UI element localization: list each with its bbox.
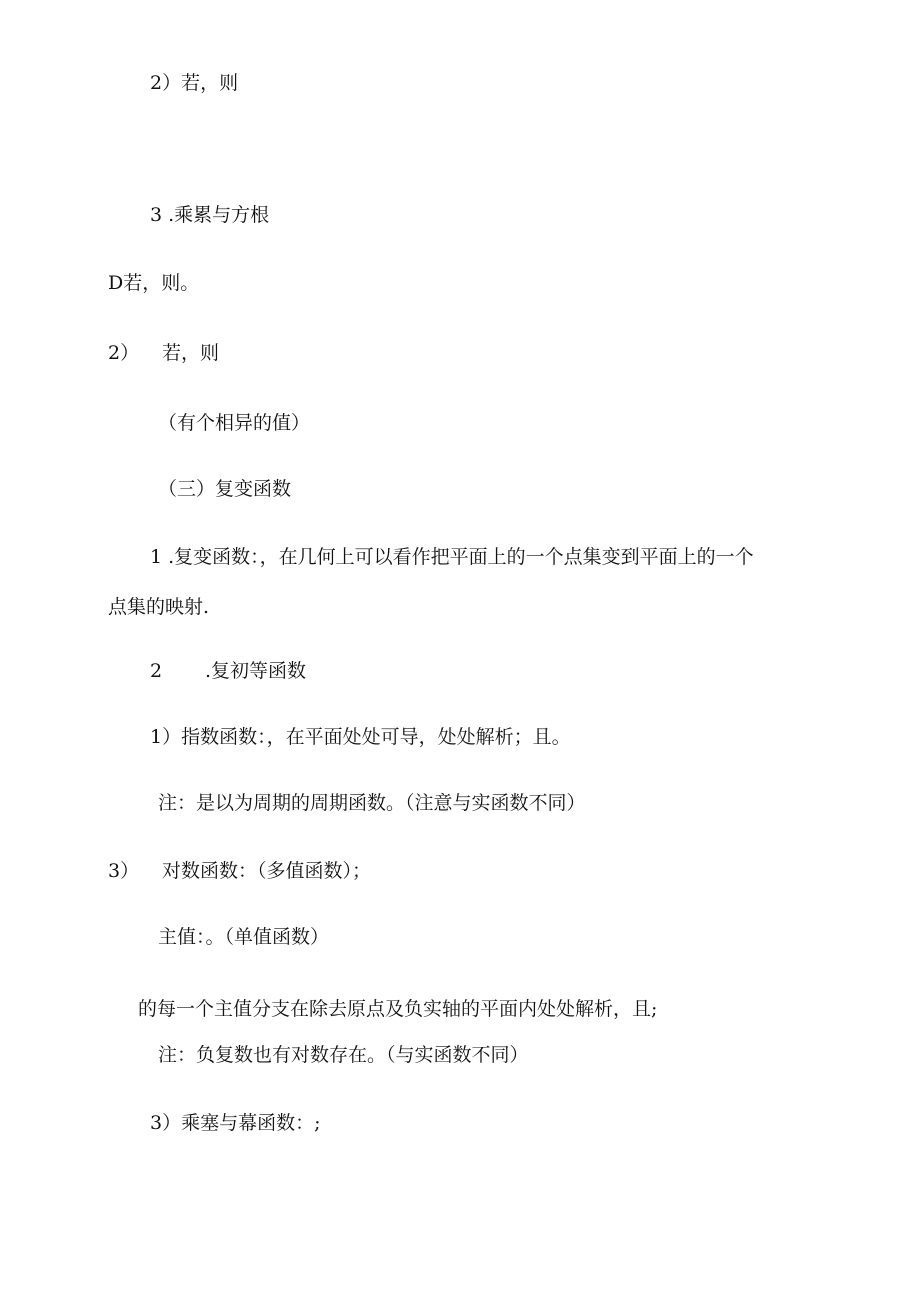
exponential-note: 注：是以为周期的周期函数。（注意与实函数不同） bbox=[158, 792, 586, 814]
item-1-condition: D若，则。 bbox=[108, 272, 200, 294]
section-3-heading: 3 .乘累与方根 bbox=[150, 204, 270, 226]
principal-branch-analytic: 的每一个主值分支在除去原点及负实轴的平面内处处解析，且; bbox=[138, 998, 658, 1020]
exponential-function: 1）指数函数：，在平面处处可导，处处解析；且。 bbox=[150, 726, 571, 748]
log-function: 对数函数：（多值函数）； bbox=[162, 860, 372, 882]
item-2-condition-text: 若，则 bbox=[162, 342, 220, 364]
item-2-condition: 2）若，则 bbox=[150, 72, 239, 94]
item-2-label: 2） bbox=[108, 342, 140, 364]
principal-value: 主值：。（单值函数） bbox=[158, 926, 330, 948]
definition-complex-function: 1 .复变函数：，在几何上可以看作把平面上的一个点集变到平面上的一个 bbox=[150, 546, 754, 568]
log-function-label: 3） bbox=[108, 860, 140, 882]
section-2-heading: .复初等函数 bbox=[205, 660, 307, 682]
chapter-heading-complex-functions: （三）复变函数 bbox=[158, 478, 292, 500]
definition-complex-function-cont: 点集的映射. bbox=[108, 596, 210, 618]
power-function: 3）乘塞与幕函数：; bbox=[150, 1112, 321, 1134]
section-2-label: 2 bbox=[150, 660, 163, 682]
distinct-values-note: （有个相异的值） bbox=[158, 412, 311, 434]
log-note: 注：负复数也有对数存在。（与实函数不同） bbox=[158, 1044, 529, 1066]
